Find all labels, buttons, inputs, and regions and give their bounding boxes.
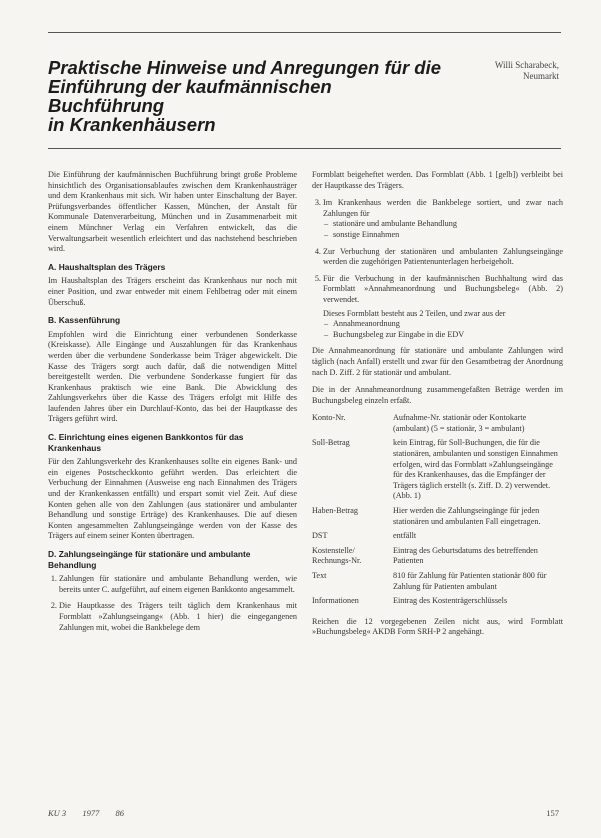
author-location: Neumarkt (523, 71, 559, 81)
top-rule (48, 32, 561, 33)
table-row (312, 546, 563, 571)
page-number: 157 (546, 808, 559, 818)
author-name: Willi Scharabeck, (494, 60, 559, 70)
sub-list (323, 319, 563, 340)
field-key: Haben-Betrag (312, 506, 358, 516)
list-item: 4. Zur Verbuchung der stationären und ambulanten Zahlungseingänge werden die zugehörigen Patientenunterlagen herbeigeholt. (323, 247, 563, 268)
field-key: DST (312, 531, 328, 541)
field-key: Informationen (312, 596, 359, 606)
section-b-heading: B. Kassenführung (48, 315, 121, 326)
section-a-heading: A. Haushaltsplan des Trägers (48, 261, 166, 272)
sub-list-intro: Dieses Formblatt besteht aus 2 Teilen, und zwar aus der (323, 308, 506, 318)
right-column (312, 170, 563, 645)
closing-paragraph: Reichen die 12 vorgegebenen Zeilen nicht aus, wird Formblatt »Buchungsbeleg« AKDB Form SRH-P 2 angehängt. (312, 616, 563, 637)
page-footer (48, 808, 559, 818)
list-item (323, 198, 563, 240)
section-c-text: Für den Zahlungsverkehr des Krankenhauses sollte ein eigenes Bank- und ein eigenes Postscheckkonto geführt werden. Das erleichtert die Verbuchung der Einnahmen (Ausweise eng nach Einnahmen des Trägers und der Krankenkassen entfällt) und erspart somit viel Zeit. Auf diese Konten gehen alle von den Zahlungen (aus stationärer und ambulanter Behandlung und sonstige Erträge) des Krankenhauses. Die auf diesen Konten angesammelten Zahlungseingänge werden von der Kasse des Trägers auf einem seiner Konten übertragen. (48, 457, 297, 541)
header-rule (48, 148, 561, 149)
journal-page-ref: 86 (115, 808, 124, 818)
list-item: 2. Die Hauptkasse des Trägers teilt täglich dem Krankenhaus mit Formblatt »Zahlungseingang« (Abb. 1 hier) die eingegangenen Zahlungen mit, wobei die Bankbelege dem (59, 601, 297, 633)
field-key: Soll-Betrag (312, 438, 350, 448)
list-item (323, 274, 563, 341)
list-item-text: Im Krankenhaus werden die Bankbelege sortiert, und zwar nach Zahlungen für (323, 198, 563, 218)
field-value: Eintrag des Geburtsdatums des betreffenden Patienten (393, 545, 538, 566)
sub-list-item: – Annahmeanordnung (333, 319, 563, 330)
field-key: Konto-Nr. (312, 413, 346, 423)
section-a-text: Im Haushaltsplan des Trägers erscheint das Krankenhaus nur noch mit einer Position, und zwar entweder mit einem Fehlbetrag oder mit einem Überschuß. (48, 276, 297, 307)
sub-list-item: – sonstige Einnahmen (333, 230, 563, 241)
journal-name: KU 3 (48, 808, 67, 818)
section-d-list (48, 574, 297, 633)
field-value: kein Eintrag, für Soll-Buchungen, die für die stationären, ambulanten und sonstigen Einnahmen erfolgen, wird das Formblatt »Zahlungseingänge für des Krankenhauses, das die Empfänger der Trägers täglich erstellt (s. Ziff. D. 2) verwendet. (Abb. 1) (393, 438, 558, 501)
field-value: Eintrag des Kostenträgerschlüssels (393, 596, 508, 606)
list-item-text: Für die Verbuchung in der kaufmännischen Buchhaltung wird das Formblatt »Annahmeanordnung und Buchungsbeleg« (Abb. 2) verwendet. (323, 273, 563, 304)
section-c-heading: C. Einrichtung eines eigenen Bankkontos für das Krankenhaus (48, 432, 244, 453)
table-row (312, 571, 563, 596)
sub-list (323, 219, 563, 240)
intro-paragraph: Die Einführung der kaufmännischen Buchführung bringt große Probleme hinsichtlich des Organisationsablaufes zwischen dem Krankenhausträger und dem Krankenhaus mit sich. Wir haben unter Einschaltung der Bayer. Prüfungsverbandes öffentlicher Kassen, München, der Anstalt für Kommunale Datenverarbeitung, München und in Zusammenarbeit mit einem Münchner Verlag ein Verfahren entwickelt, das die Verwaltungsarbeit wesentlich erleichtert und das nachstehend beschrieben wird. (48, 170, 297, 254)
article-title: Praktische Hinweise und Anregungen für die Einführung der kaufmännischen Buchführung in Krankenhäusern (48, 57, 442, 135)
list-item: 1. Zahlungen für stationäre und ambulante Behandlung werden, wie bereits unter C. aufgeführt, auf einem eigenen Bankkonto angesammelt. (59, 574, 297, 595)
field-value: Hier werden die Zahlungseingänge für jeden stationären und ambulanten Fall eingetragen. (393, 506, 541, 526)
table-row (312, 596, 563, 611)
table-row (312, 531, 563, 546)
section-d-heading: D. Zahlungseingänge für stationäre und ambulante Behandlung (48, 549, 251, 570)
author-block (495, 60, 559, 82)
field-key: Kostenstelle/ Rechnungs-Nr. (312, 545, 362, 566)
sub-list-item: – Buchungsbeleg zur Eingabe in die EDV (333, 330, 563, 341)
table-row (312, 438, 563, 506)
buchung-paragraph: Die in der Annahmeanordnung zusammengefaßten Beträge werden im Buchungsbeleg einzeln erfaßt. (312, 385, 563, 405)
field-table (312, 413, 563, 611)
field-key: Text (312, 571, 327, 580)
left-column (48, 170, 297, 639)
section-b-text: Empfohlen wird die Einrichtung einer verbundenen Sonderkasse (Kreiskasse). Alle Eingänge und Auszahlungen für das Krankenhaus werden über die verbundene Sonderkasse beim Träger abgewickelt. Die Kasse des Trägers sorgt auch dafür, daß die notwendigen Mittel bereitgestellt werden. Die verbundene Sonderkasse fungiert für das Krankenhaus praktisch wie eine Bank. Die Abwicklung des Zahlungsverkehrs über die Kasse des Trägers erfolgt mit Hilfe des laufenden Jahres über ein Durchlauf-Konto, das bei der Hauptkasse des Trägers geführt wird. (48, 329, 297, 424)
footer-citation (48, 808, 138, 818)
field-value: Aufnahme-Nr. stationär oder Kontokarte (ambulant) (5 = stationär, 3 = ambulant) (393, 413, 527, 433)
sub-list-item: – stationäre und ambulante Behandlung (333, 219, 563, 230)
numbered-list (312, 198, 563, 340)
table-row (312, 506, 563, 531)
journal-year: 1977 (82, 808, 100, 818)
table-row (312, 413, 563, 438)
continuation-paragraph: Formblatt beigeheftet werden. Das Formblatt (Abb. 1 [gelb]) verbleibt bei der Hauptkasse des Trägers. (312, 170, 563, 190)
field-value: 810 für Zahlung für Patienten stationär 800 für Zahlung für Patienten ambulant (393, 571, 547, 591)
annahme-paragraph: Die Annahmeanordnung für stationäre und ambulante Zahlungen wird täglich (nach Anfall) erstellt und zwar für den Gesamtbetrag der Anordnung nach D. Ziff. 2 für stationär und ambulant. (312, 346, 563, 377)
field-value: entfällt (393, 531, 417, 541)
